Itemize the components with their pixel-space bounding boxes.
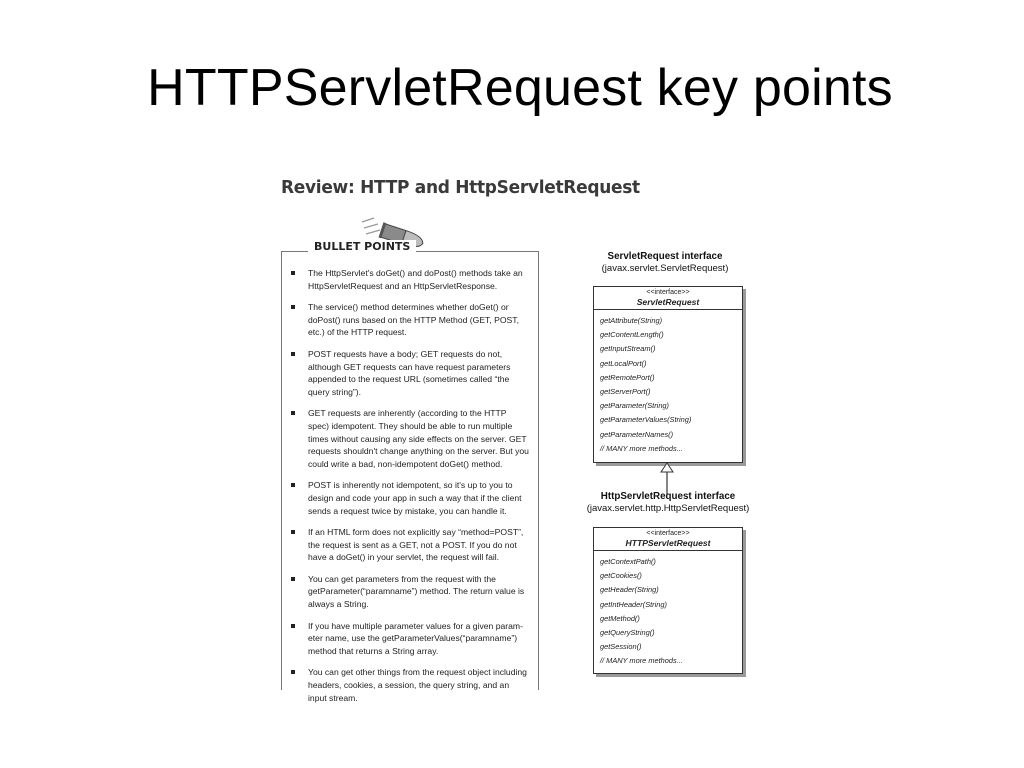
method-item: getSession() bbox=[600, 642, 642, 652]
servlet-request-caption bbox=[590, 251, 740, 275]
method-item: // MANY more methods... bbox=[600, 656, 683, 666]
method-item: getIntHeader(String) bbox=[600, 599, 667, 609]
method-item: getServerPort() bbox=[600, 387, 651, 397]
square-bullet-icon bbox=[291, 305, 295, 309]
method-item: // MANY more methods... bbox=[600, 443, 683, 453]
bullet-item: You can get parameters from the request with the getParameter(“paramname”) method. The return value is always a String. bbox=[289, 573, 529, 611]
bullet-item: The service() method determines whether doGet() or doPost() runs based on the HTTP Method (GET, POST, etc.) of the HTTP request. bbox=[289, 301, 529, 339]
slide-title: HTTPServletRequest key points bbox=[147, 59, 893, 117]
method-item: getCookies() bbox=[600, 571, 642, 581]
method-item: getParameterValues(String) bbox=[600, 415, 692, 425]
method-item: getLocalPort() bbox=[600, 358, 647, 368]
http-servlet-request-caption-package: (javax.servlet.http.HttpServletRequest) bbox=[586, 503, 750, 514]
bullet-item: POST requests have a body; GET requests do not, although GET requests can have request parameters appended to the request URL (sometimes called “the query string”). bbox=[289, 348, 529, 398]
servlet-request-caption-package: (javax.servlet.ServletRequest) bbox=[601, 263, 729, 274]
servlet-request-stereotype: <<interface>> bbox=[646, 289, 690, 296]
bullet-item: POST is inherently not idempotent, so it's up to you to design and code your app in such a way that if the client sends a request twice by mistake, you can handle it. bbox=[289, 479, 529, 517]
bullet-item: If you have multiple parameter values for a given param-eter name, use the getParameterValues(“paramname”) method that returns a String array. bbox=[289, 620, 529, 658]
http-servlet-request-caption bbox=[584, 491, 752, 515]
http-servlet-request-uml-header bbox=[594, 528, 742, 551]
bullet-item: GET requests are inherently (according to the HTTP spec) idempotent. They should be able to run multiple times without causing any side effects on the server. GET requests shouldn't change anything on the server. But you could write a bad, non-idempotent doGet() method. bbox=[289, 407, 529, 470]
method-item: getQueryString() bbox=[600, 628, 655, 638]
bullet-list bbox=[289, 267, 529, 713]
servlet-request-methods bbox=[594, 310, 742, 456]
square-bullet-icon bbox=[291, 352, 295, 356]
square-bullet-icon bbox=[291, 530, 295, 534]
bullet-points-label: BULLET POINTS bbox=[308, 240, 416, 253]
http-servlet-request-stereotype: <<interface>> bbox=[646, 530, 690, 537]
http-servlet-request-name: HTTPServletRequest bbox=[625, 538, 711, 548]
square-bullet-icon bbox=[291, 411, 295, 415]
square-bullet-icon bbox=[291, 670, 295, 674]
servlet-request-uml-box bbox=[593, 286, 743, 463]
method-item: getParameterNames() bbox=[600, 429, 674, 439]
method-item: getAttribute(String) bbox=[600, 316, 663, 325]
square-bullet-icon bbox=[291, 483, 295, 487]
bullet-item: If an HTML form does not explicitly say “method=POST”, the request is sent as a GET, not a POST. If you do not have a doGet() in your servlet, the request will fail. bbox=[289, 526, 529, 564]
inheritance-arrow-icon bbox=[657, 462, 677, 494]
http-servlet-request-methods bbox=[594, 551, 742, 669]
method-item: getContextPath() bbox=[600, 557, 656, 566]
square-bullet-icon bbox=[291, 271, 295, 275]
bullet-item: You can get other things from the request object including headers, cookies, a session, the query string, and an input stream. bbox=[289, 666, 529, 704]
method-item: getContentLength() bbox=[600, 330, 664, 340]
servlet-request-name: ServletRequest bbox=[636, 297, 700, 307]
square-bullet-icon bbox=[291, 577, 295, 581]
http-servlet-request-uml-box bbox=[593, 527, 743, 674]
method-item: getRemotePort() bbox=[600, 372, 655, 382]
servlet-request-uml-header bbox=[594, 287, 742, 310]
method-item: getInputStream() bbox=[600, 344, 656, 354]
method-item: getMethod() bbox=[600, 613, 640, 623]
method-item: getHeader(String) bbox=[600, 585, 659, 595]
http-servlet-request-caption-title: HttpServletRequest interface bbox=[600, 491, 736, 502]
method-item: getParameter(String) bbox=[600, 401, 670, 411]
review-title: Review: HTTP and HttpServletRequest bbox=[281, 177, 640, 199]
square-bullet-icon bbox=[291, 624, 295, 628]
servlet-request-caption-title: ServletRequest interface bbox=[607, 251, 723, 262]
bullet-item: The HttpServlet's doGet() and doPost() methods take an HttpServletRequest and an HttpServletResponse. bbox=[289, 267, 529, 292]
